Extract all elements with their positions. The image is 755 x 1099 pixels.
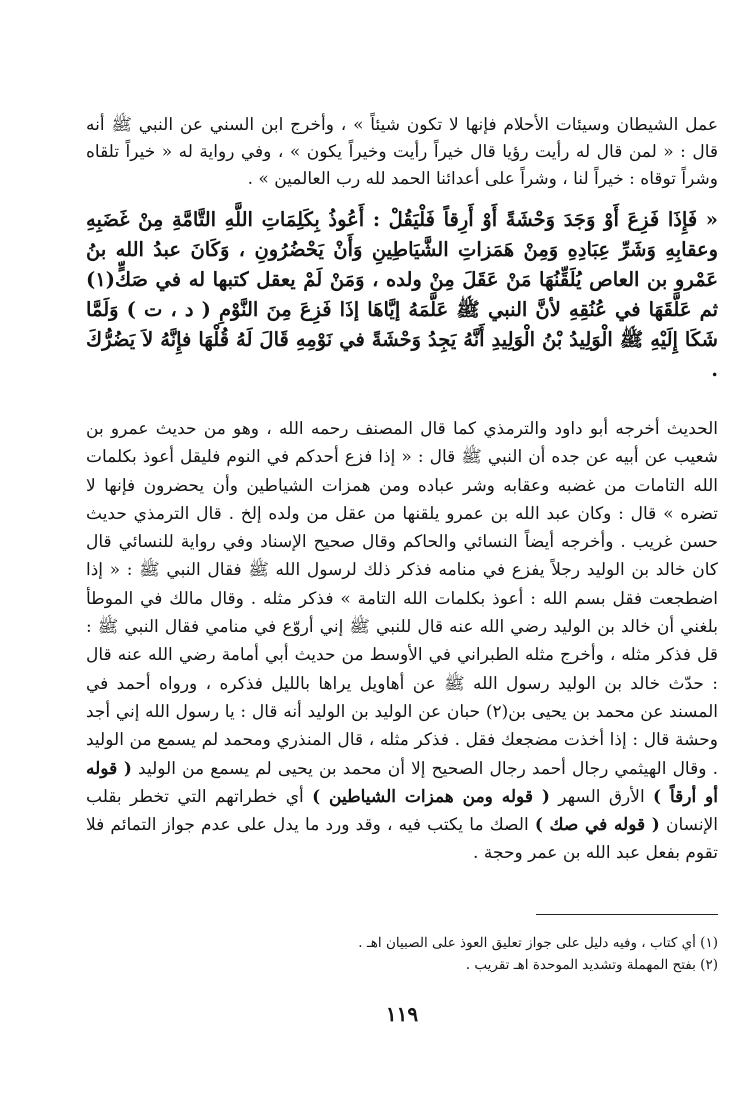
- sharh-line-12: قال : إذا أخذت مضجعك فقل . فذكر مثله ، قال المنذري ومحمد لم يسمع من الوليد .: [86, 730, 718, 779]
- sharh-line-3: بكلمات الله التامات من غضبه وعقابه وشر عباده ومن همزات الشياطين وأن يحضرون فإنها: [86, 447, 718, 496]
- quote-marker-1b: أو أرقاً ): [653, 786, 718, 807]
- matn-line-3: العاص يُلَقِّنُهَا مَنْ عَقَلَ مِنْ ولده ، وَمَنْ لَمْ يعقل كتبها له في صَكٍّ(١) ثم عَلَّقَهَا في عُنُقِهِ: [86, 268, 719, 321]
- matn-line-2: وعقابِهِ وَشَرِّ عِبَادِهِ وَمِنْ هَمَزاتِ الشَّيَاطِينِ وَأَنْ يَحْضُرُونِ ، وَكَانَ عبدُ الله بنُ عَمْرو بن: [86, 238, 718, 291]
- sharh-line-15-text: الصك ما يكتب فيه ، وقد ورد ما يدل على عدم جواز التمائم فلا تقوم: [86, 815, 718, 864]
- sharh-line-14-text-b: أي خطراتهم التي تخطر بقلب الإنسان: [86, 786, 718, 836]
- matn-line-4: لأنَّ النبي ﷺ عَلَّمَهُ إيَّاهَا إذَا فَزِعَ مِنَ النَّوْمِ ( د ، ت ) وَلَمَّا شَكَا إِلَيْهِ ﷺ الْوَلِيدُ بْنُ: [86, 298, 718, 351]
- intro-line-3: وشراً توقاه : خيراً لنا ، وشراً على أعدائنا الحمد لله رب العالمين » .: [247, 169, 718, 189]
- intro-line-2: قال : « لمن قال له رأيت رؤيا قال خيراً رأيت وخيراً يكون » ، وفي رواية له « خيراً تلقاه: [86, 142, 718, 162]
- sharh-line-2: عمرو بن شعيب عن أبيه عن جده أن النبي ﷺ قال : « إذا فزع أحدكم في النوم فليقل أعوذ: [86, 419, 718, 468]
- intro-paragraph: [86, 112, 718, 193]
- footnote-2: (٢) بفتح المهملة وتشديد الموحدة اهـ تقريب .: [465, 957, 718, 973]
- sharh-paragraph: [86, 415, 718, 868]
- footnotes: [86, 932, 718, 976]
- sharh-line-8: بلغني أن خالد بن الوليد رضي الله عنه قال للنبي ﷺ إني أروّع في منامي فقال النبي ﷺ :: [86, 617, 718, 638]
- book-page: [86, 112, 718, 1072]
- matn-line-5: الْوَلِيدِ أَنَّهُ يَجِدُ وَحْشَةً في نَوْمِهِ قَالَ لَهُ قُلْهَا فإِنَّهُ لاَ يَضُرُّكَ .: [86, 328, 718, 381]
- sharh-line-6: كان خالد بن الوليد رجلاً يفزع في منامه فذكر ذلك لرسول الله ﷺ فقال النبي ﷺ : « إذا: [86, 560, 718, 581]
- intro-line-1: عمل الشيطان وسيئات الأحلام فإنها لا تكون شيئاً » ، وأخرج ابن السني عن النبي ﷺ أنه: [86, 115, 718, 135]
- sharh-line-16: بفعل عبد الله بن عمر وحجة .: [473, 843, 680, 864]
- footnote-divider: [536, 914, 718, 915]
- sharh-line-9: قل فذكر مثله ، وأخرج مثله الطبراني في الأوسط من حديث أبي أمامة رضي الله عنه قال :: [86, 645, 718, 694]
- sharh-line-7: اضطجعت فقل بسم الله : أعوذ بكلمات الله التامة » فذكر مثله . وقال مالك في الموطأ: [86, 588, 718, 609]
- sharh-line-13-text: وقال الهيثمي رجال أحمد رجال الصحيح إلا أن محمد بن يحيى لم يسمع من الوليد: [131, 758, 707, 779]
- page-number: ١١٩: [385, 1002, 419, 1026]
- quote-marker-2: ( قوله ومن همزات الشياطين ): [312, 786, 550, 807]
- sharh-line-1: الحديث أخرجه أبو داود والترمذي كما قال المصنف رحمه الله ، وهو من حديث: [155, 419, 719, 439]
- sharh-line-4: لا تضره » قال : وكان عبد الله بن عمرو يلقنها من عقل من ولده إلخ . قال الترمذي حديث: [86, 475, 718, 524]
- quote-marker-1: ( قوله: [86, 758, 132, 779]
- matn-line-1: « فَإِذَا فَزِعَ أَوْ وَجَدَ وَحْشَةً أَوْ أَرِقاً فَلْيَقُلْ : أَعُوذُ بِكَلِمَاتِ اللَّهِ التَّامَّةِ مِنْ غَضَبِهِ: [86, 208, 718, 231]
- sharh-line-13: [86, 759, 706, 779]
- quote-marker-3: ( قوله في صك ): [534, 815, 660, 836]
- sharh-line-14-text-a: الأرق السهر: [549, 786, 654, 807]
- footnote-1: (١) أي كتاب ، وفيه دليل على جواز تعليق العوذ على الصبيان اهـ .: [358, 935, 718, 951]
- matn-paragraph: [86, 205, 718, 385]
- sharh-line-5: حسن غريب . وأخرجه أيضاً النسائي والحاكم وقال صحيح الإسناد وفي رواية للنسائي قال: [86, 532, 718, 553]
- sharh-line-11: عن محمد بن يحيى بن(٢) حبان عن الوليد بن الوليد أنه قال : يا رسول الله إني أجد وحشة: [86, 701, 718, 751]
- sharh-line-10: حدّث خالد بن الوليد رسول الله ﷺ عن أهاويل يراها بالليل فذكره ، ورواه أحمد في المسند: [86, 673, 719, 722]
